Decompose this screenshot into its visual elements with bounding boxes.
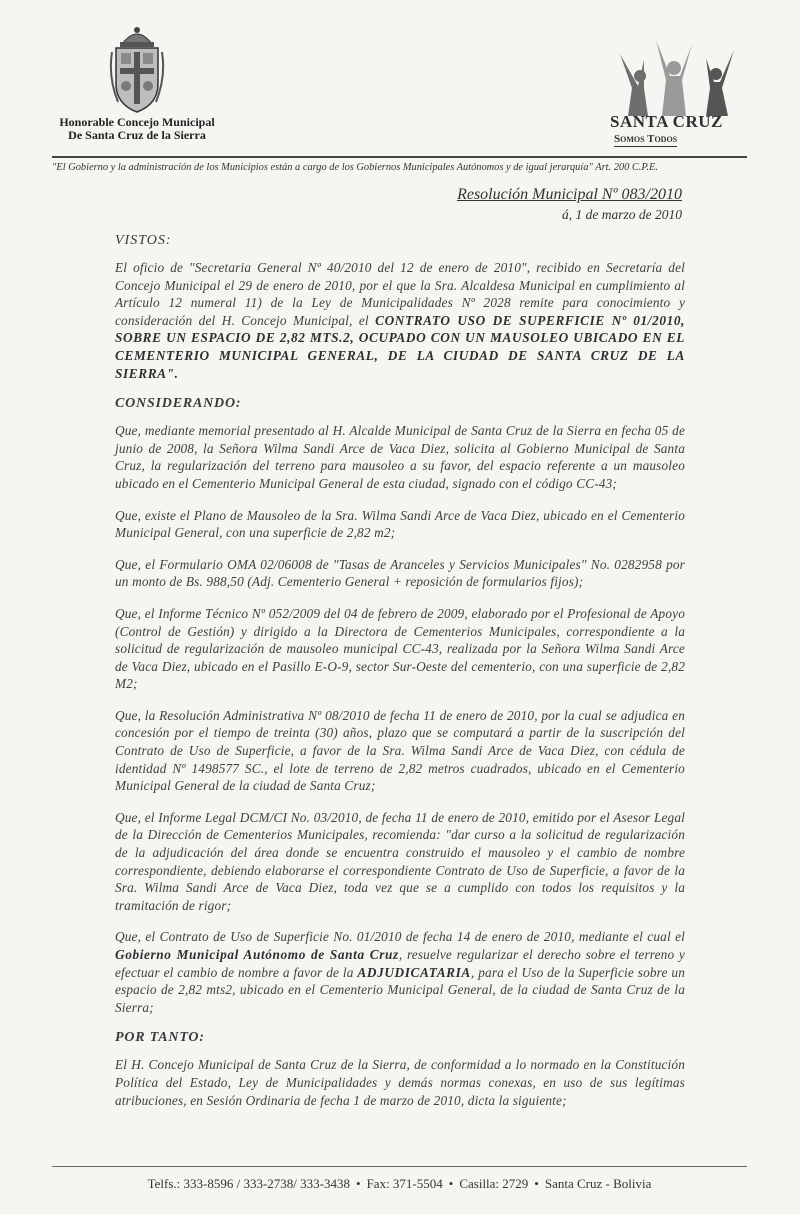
p7-government-bold: Gobierno Municipal Autónomo de Santa Cruz [115,947,399,962]
council-name-line-1: Honorable Concejo Municipal [59,115,215,129]
footer-separator: • [356,1176,361,1191]
people-figures-icon [610,40,740,116]
por-tanto-paragraph: El H. Concejo Municipal de Santa Cruz de la Sierra, de conformidad a lo normado en la Constitución Política del Estado, Ley de Municipalidades y demás normas conexas, en uso de sus legítimas atribuciones, en Sesión Ordinaria de fecha 1 de marzo de 2010, dicta la siguiente; [115,1057,685,1108]
footer-separator: • [448,1176,454,1191]
footer-separator: • [534,1176,539,1191]
considerando-paragraph-7 [115,928,685,1016]
footer-casilla: Casilla: 2729 [459,1176,529,1191]
coat-of-arms-icon [108,22,166,116]
vistos-heading: VISTOS: [115,233,172,248]
p7-text-a: Que, el Contrato de Uso de Superficie No. 01/2010 de fecha 14 de enero de 2010, mediante el cual el [115,929,685,945]
santa-cruz-logo [600,40,750,150]
resolution-title: Resolución Municipal Nº 083/2010 [457,186,682,203]
p7-text-c: , para el Uso de la Superficie sobre un espacio de 2,82 mts2, ubicado en el Cementerio Municipal General, de la ciudad de Santa Cruz de la Sierra; [115,964,686,1015]
p7-adjudicataria-bold: ADJUDICATARIA [357,964,471,980]
logo-santa-cruz-text: SANTA CRUZ [610,112,723,131]
contact-footer [52,1176,747,1192]
vistos-paragraph [115,259,685,382]
footer-phones: Telfs.: 333-8596 / 333-2738/ 333-3438 [147,1176,350,1191]
considerando-paragraph-1: Que, mediante memorial presentado al H. Alcalde Municipal de Santa Cruz de la Sierra en fecha 05 de junio de 2008, la Señora Wilma Sandi Arce de Vaca Diez, solicita al Gobierno Municipal de Santa Cruz, la regularización del terreno para mausoleo a su favor, del espacio referente a un mausoleo ubicado en el Cementerio Municipal General de esta ciudad, signado con el código CC-43; [115,423,685,491]
footer-divider [52,1166,747,1167]
considerando-paragraph-4: Que, el Informe Técnico Nº 052/2009 del 04 de febrero de 2009, elaborado por el Profesional de Apoyo (Control de Gestión) y dirigido a la Directora de Cementerios Municipales, correspondiente a la solicitud de regularización de mausoleo municipal CC-43, realizada por la Señora Wilma Sandi Arce de Vaca Diez, ubicado en el Pasillo E-O-9, sector Sur-Oeste del cementerio, con una superficie de 2,82 M2; [115,605,685,692]
resolution-body [115,233,685,1123]
considerando-paragraph-5: Que, la Resolución Administrativa Nº 08/2010 de fecha 11 de enero de 2010, por la cual se adjudica en concesión por el tiempo de treinta (30) años, plazo que se computará a partir de la suscripción del Contrato de Uso de Superficie, a favor de la Sra. Wilma Sandi Arce de Vaca Diez, con cédula de identidad Nº 1498577 SC., el lote de terreno de 2,82 metros cuadrados, ubicado en el Cementerio Municipal General de la ciudad de Santa Cruz; [115,707,685,794]
resolution-date: á, 1 de marzo de 2010 [562,207,682,222]
por-tanto-heading: POR TANTO: [115,1030,205,1046]
council-name-line-2: De Santa Cruz de la Sierra [68,128,206,142]
footer-fax: Fax: 371-5504 [366,1176,443,1191]
vistos-contract-bold: CONTRATO USO DE SUPERFICIE Nº 01/2010, SOBRE UN ESPACIO DE 2,82 MTS.2, OCUPADO CON UN MAUSOLEO UBICADO EN EL CEMENTERIO MUNICIPAL GENERAL, DE LA CIUDAD DE SANTA CRUZ DE LA SIERRA". [115,312,685,381]
vistos-text: El oficio de "Secretaria General Nº 40/2010 del 12 de enero de 2010", recibido en Secretaría del Concejo Municipal el 29 de enero de 2010, por el que la Sra. Alcaldesa Municipal en cumplimiento al Artículo 12 numeral 11) de la Ley de Municipalidades Nº 2028 remite para conocimiento y consideración del H. Concejo Municipal, el [115,260,685,328]
logo-somos-todos-text: Somos Todos [614,133,678,145]
considerando-paragraph-6: Que, el Informe Legal DCM/CI No. 03/2010, de fecha 11 de enero de 2010, emitido por el Asesor Legal de la Dirección de Cementerios Municipales, recomienda: "dar curso a la solicitud de regularización de la adjudicación del área donde se encuentra construido el mausoleo y el cambio de nombre correspondiente, debiendo elaborarse el correspondiente Contrato de Uso de Superficie, a favor de la Sra. Wilma Sandi Arce de Vaca Diez, toda vez que se a cumplido con todos los requisitos y la tramitación de rigor; [115,809,685,913]
header-divider [52,156,747,158]
footer-location: Santa Cruz - Bolivia [544,1176,652,1191]
p7-text-b: , resuelve regularizar el derecho sobre el terreno y efectuar el cambio de nombre a favor de la [115,947,685,980]
council-header [52,22,222,142]
constitutional-motto: "El Gobierno y la administración de los Municipios están a cargo de los Gobiernos Municipales Autónomos y de igual jerarquía" Art. 200 C.P.E. [52,162,658,173]
considerando-heading: CONSIDERANDO: [115,396,242,412]
considerando-paragraph-2: Que, existe el Plano de Mausoleo de la Sra. Wilma Sandi Arce de Vaca Diez, ubicado en el Cementerio Municipal General, con una superficie de 2,82 m2; [115,507,685,541]
considerando-paragraph-3: Que, el Formulario OMA 02/06008 de "Tasas de Aranceles y Servicios Municipales" No. 0282958 por un monto de Bs. 988,50 (Adj. Cementerio General + reposición de formularios fijos); [115,556,685,590]
